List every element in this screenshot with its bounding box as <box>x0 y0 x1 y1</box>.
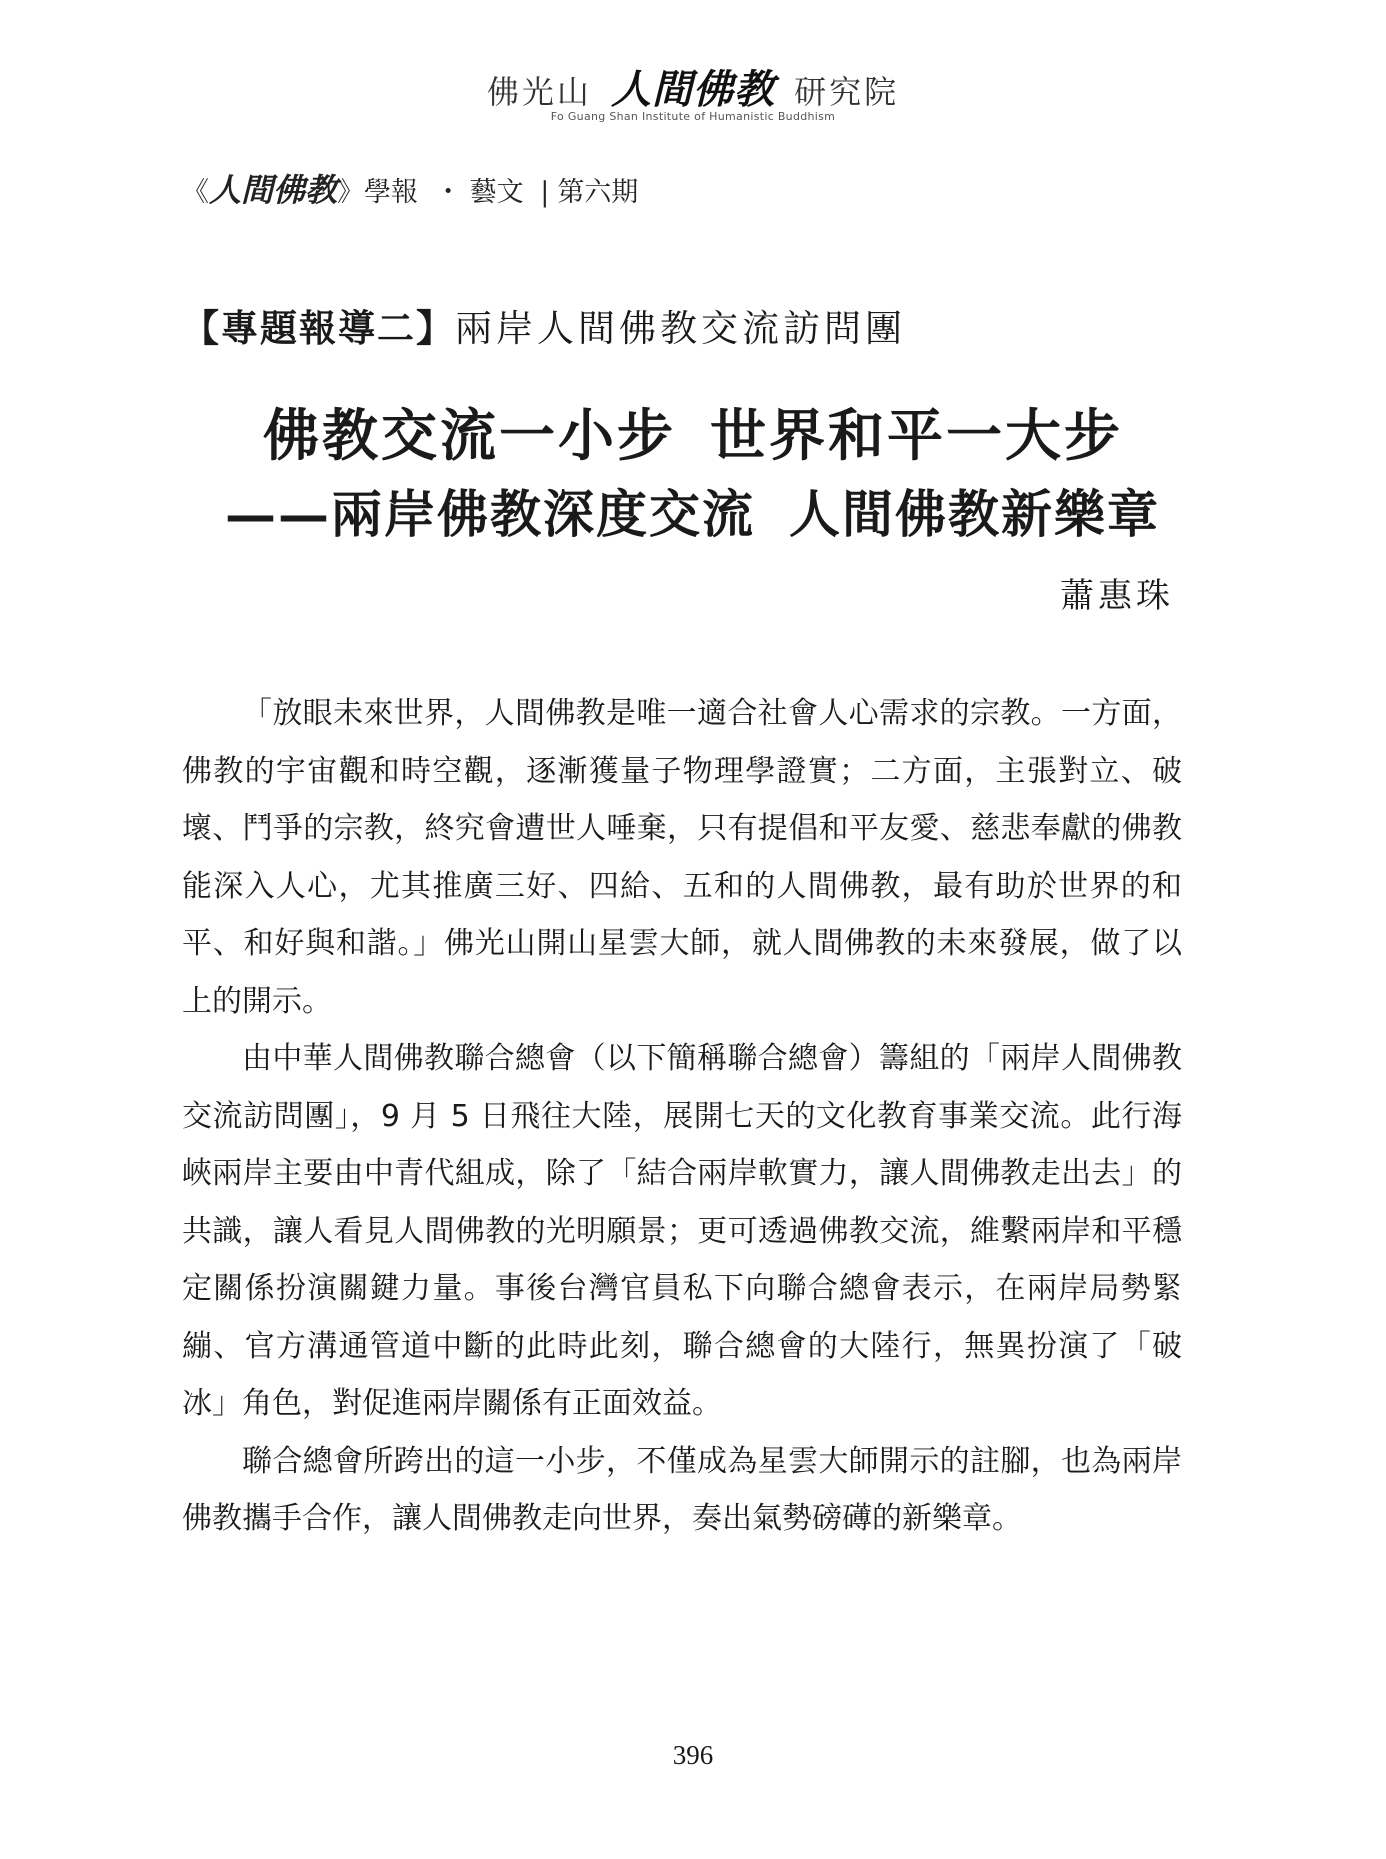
institute-header <box>0 58 1386 115</box>
title-part-1: 佛教交流一小步 <box>263 403 676 469</box>
article-body <box>182 685 1182 1548</box>
institute-brand-logo: 人間佛教 <box>611 66 775 113</box>
journal-issue: 第六期 <box>557 177 639 208</box>
section-tag: 【專題報導二】 <box>182 306 455 350</box>
body-paragraph: 聯合總會所跨出的這一小步，不僅成為星雲大師開示的註腳，也為兩岸佛教攜手合作，讓人間佛教走向世界，奏出氣勢磅礡的新樂章。 <box>182 1443 1182 1536</box>
title-part-2: 世界和平一大步 <box>710 403 1123 469</box>
article-title <box>0 392 1386 472</box>
body-paragraph: 由中華人間佛教聯合總會（以下簡稱聯合總會）籌組的「兩岸人間佛教交流訪問團」，9 月 5 日飛往大陸，展開七天的文化教育事業交流。此行海峽兩岸主要由中青代組成，除了「結合兩岸軟實力，讓人間佛教走出去」的共識，讓人看見人間佛教的光明願景；更可透過佛教交流，維繫兩岸和平穩定關係扮演關鍵力量。事後台灣官員私下向聯合總會表示，在兩岸局勢緊繃、官方溝通管道中斷的此時此刻，聯合總會的大陸行，無異扮演了「破冰」角色，對促進兩岸關係有正面效益。 <box>182 1041 1182 1421</box>
subtitle-part-1: ——兩岸佛教深度交流 <box>225 485 756 545</box>
section-topic: 兩岸人間佛教交流訪問團 <box>455 307 906 350</box>
journal-dot: ・ <box>434 177 462 208</box>
subtitle-part-2: 人間佛教新樂章 <box>789 485 1161 545</box>
journal-section: 藝文 <box>469 177 524 208</box>
journal-running-header <box>182 165 638 211</box>
journal-close-bracket: 》學報 <box>337 177 419 208</box>
journal-divider: | <box>540 177 550 208</box>
journal-name-logo: 人間佛教 <box>209 171 338 209</box>
body-paragraph: 「放眼未來世界，人間佛教是唯一適合社會人心需求的宗教。一方面，佛教的宇宙觀和時空觀，逐漸獲量子物理學證實；二方面，主張對立、破壞、鬥爭的宗教，終究會遭世人唾棄，只有提倡和平友愛、慈悲奉獻的佛教能深入人心，尤其推廣三好、四給、五和的人間佛教，最有助於世界的和平、和好與和諧。」佛光山開山星雲大師，就人間佛教的未來發展，做了以上的開示。 <box>182 696 1182 1019</box>
article-subtitle <box>225 473 1160 547</box>
section-heading <box>182 298 906 352</box>
journal-open-bracket: 《 <box>182 177 209 208</box>
institute-suffix: 研究院 <box>794 73 900 111</box>
page-number: 396 <box>672 1740 714 1770</box>
institute-prefix: 佛光山 <box>486 73 592 111</box>
author-name: 蕭惠珠 <box>1060 576 1174 616</box>
institute-english-name: Fo Guang Shan Institute of Humanistic Buddhism <box>550 110 836 123</box>
